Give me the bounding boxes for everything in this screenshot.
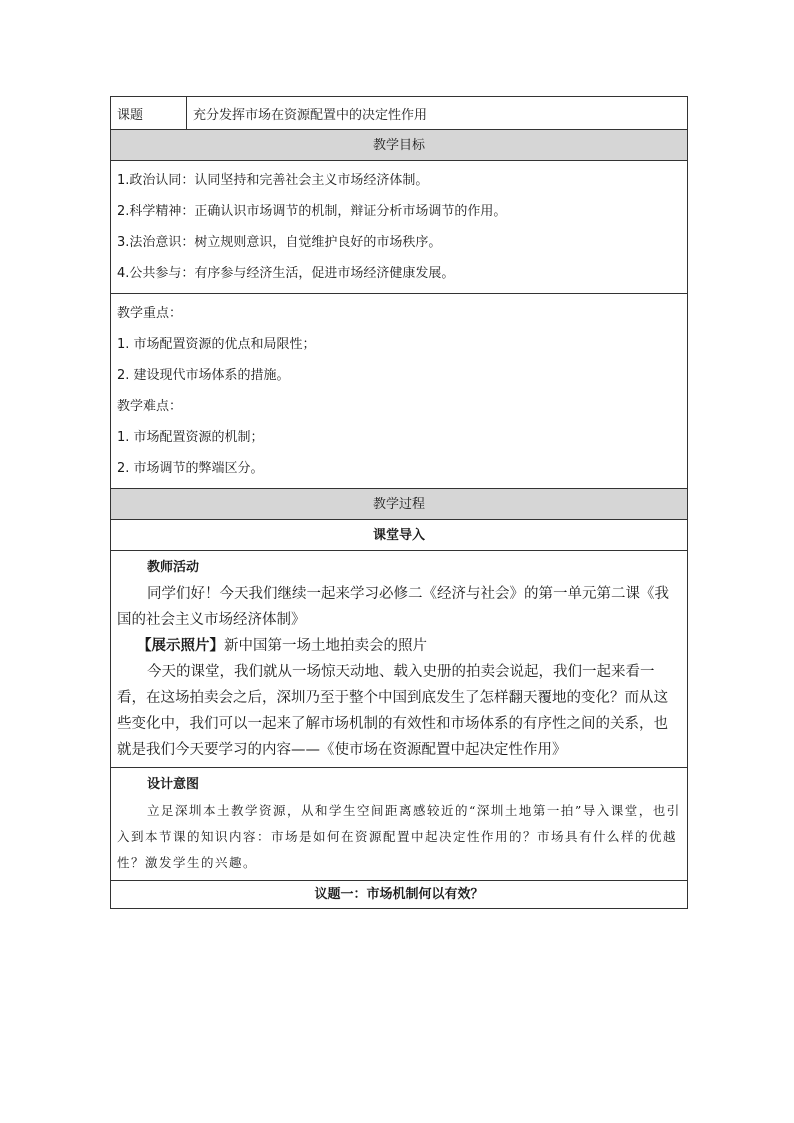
key-points-label: 教学重点： [117,306,183,321]
goal-item: 2.科学精神：正确认识市场调节的机制，辩证分析市场调节的作用。 [117,204,507,219]
title-row [110,96,688,130]
show-photo-tag: 【展示照片】 [137,638,224,654]
goal-item: 3.法治意识：树立规则意识，自觉维护良好的市场秩序。 [117,235,442,250]
goals-list [110,161,688,294]
process-heading: 教学过程 [110,489,688,520]
intro-heading: 课堂导入 [110,520,688,551]
goal-item: 1.政治认同：认同坚持和完善社会主义市场经济体制。 [117,173,429,188]
title-label: 课题 [111,97,187,129]
key-points-section [110,294,688,489]
show-photo-text: 新中国第一场土地拍卖会的照片 [224,638,427,654]
topic1-heading: 议题一：市场机制何以有效？ [110,881,688,909]
teacher-activity-para1: 同学们好！今天我们继续一起来学习必修二《经济与社会》的第一单元第二课《我国的社会主义市场经济体制》 [117,586,669,628]
goals-heading: 教学目标 [110,130,688,161]
goal-item: 4.公共参与：有序参与经济生活，促进市场经济健康发展。 [117,266,455,281]
difficult-points-label: 教学难点： [117,399,183,414]
design-intent-text: 立足深圳本土教学资源，从和学生空间距离感较近的“深圳土地第一拍”导入课堂，也引入到本节课的知识内容：市场是如何在资源配置中起决定性作用的？市场具有什么样的优越性？激发学生的兴趣。 [117,803,681,870]
teacher-activity-section [110,551,688,768]
key-point-item: 1. 市场配置资源的优点和局限性； [117,337,316,352]
design-intent-heading: 设计意图 [147,777,200,792]
teacher-activity-heading: 教师活动 [147,560,200,575]
key-point-item: 2. 建设现代市场体系的措施。 [117,368,290,383]
show-photo-line [117,633,681,659]
teacher-activity-para2: 今天的课堂，我们就从一场惊天动地、载入史册的拍卖会说起，我们一起来看一看，在这场拍卖会之后，深圳乃至于整个中国到底发生了怎样翻天覆地的变化？而从这些变化中，我们可以一起来了解市场机制的有效性和市场体系的有序性之间的关系，也就是我们今天要学习的内容——《使市场在资源配置中起决定性作用》 [117,664,668,758]
difficult-point-item: 2. 市场调节的弊端区分。 [117,461,264,476]
design-intent-section [110,768,688,881]
title-value: 充分发挥市场在资源配置中的决定性作用 [193,107,428,123]
lesson-plan-table [110,96,688,909]
difficult-point-item: 1. 市场配置资源的机制； [117,430,264,445]
